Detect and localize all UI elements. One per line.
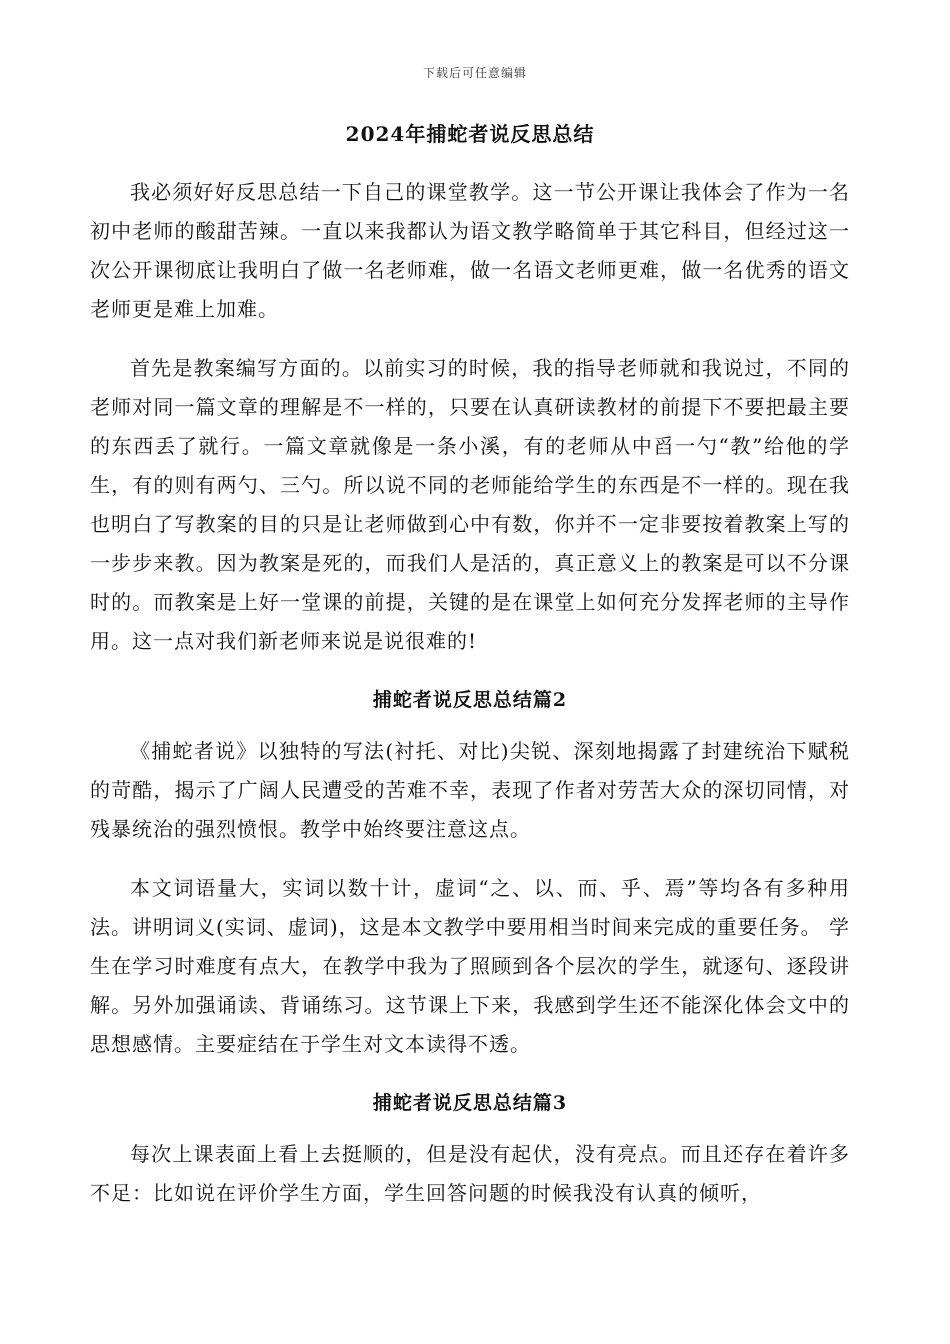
document-body — [90, 118, 850, 1233]
section-heading: 捕蛇者说反思总结篇3 — [372, 1092, 568, 1114]
section-3 — [90, 1088, 850, 1213]
paragraph: 《捕蛇者说》以独特的写法(衬托、对比)尖锐、深刻地揭露了封建统治下赋税的苛酷，揭示了广阔人民遭受的苦难不幸，表现了作者对劳苦大众的深切同情，对残暴统治的强烈愤恨。教学中始终要注意这点。 — [90, 739, 850, 841]
paragraph: 我必须好好反思总结一下自己的课堂教学。这一节公开课让我体会了作为一名初中老师的酸甜苦辣。一直以来我都认为语文教学略简单于其它科目，但经过这一次公开课彻底让我明白了做一名老师难，做一名语文老师更难，做一名优秀的语文老师更是难上加难。 — [90, 180, 850, 321]
header-note: 下载后可任意编辑 — [422, 66, 527, 80]
paragraph: 首先是教案编写方面的。以前实习的时候，我的指导老师就和我说过，不同的老师对同一篇文章的理解是不一样的，只要在认真研读教材的前提下不要把最主要的东西丢了就行。一篇文章就像是一条小溪，有的老师从中舀一勺“教”给他的学生，有的则有两勺、三勺。所以说不同的老师能给学生的东西是不一样的。现在我也明白了写教案的目的只是让老师做到心中有数，你并不一定非要按着教案上写的一步步来教。因为教案是死的，而我们人是活的，真正意义上的教案是可以不分课时的。而教案是上好一堂课的前提，关键的是在课堂上如何充分发挥老师的主导作用。这一点对我们新老师来说是说很难的! — [90, 356, 850, 653]
section-2 — [90, 685, 850, 1064]
paragraph: 每次上课表面上看上去挺顺的，但是没有起伏，没有亮点。而且还存在着许多不足：比如说在评价学生方面，学生回答问题的时候我没有认真的倾听， — [90, 1142, 850, 1205]
document-title: 2024年捕蛇者说反思总结 — [345, 122, 595, 146]
section-1 — [90, 173, 850, 661]
paragraph: 本文词语量大，实词以数十计，虚词“之、以、而、乎、焉”等均各有多种用法。讲明词义(实词、虚词)，这是本文教学中要用相当时间来完成的重要任务。 学生在学习时难度有点大，在教学中我为了照顾到各个层次的学生，就逐句、逐段讲解。另外加强诵读、背诵练习。这节课上下来，我感到学生还不能深化体会文中的思想感情。主要症结在于学生对文本读得不透。 — [90, 876, 850, 1056]
section-heading: 捕蛇者说反思总结篇2 — [372, 689, 568, 711]
